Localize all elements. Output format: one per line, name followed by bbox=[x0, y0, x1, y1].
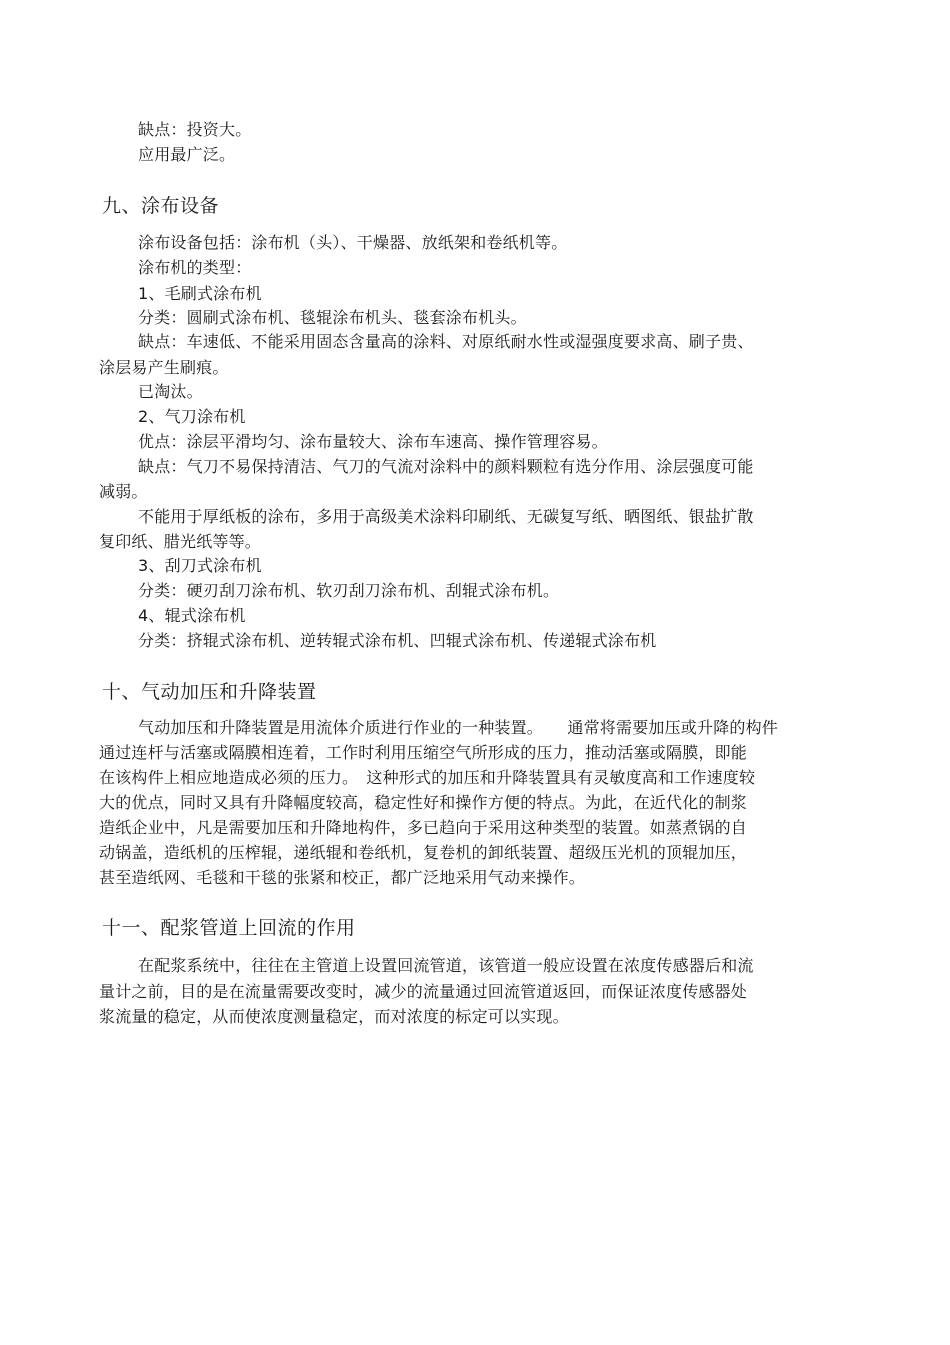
section-9-line-14: 3、刮刀式涂布机 bbox=[138, 556, 262, 575]
section-9-line-6: 涂层易产生刷痕。 bbox=[99, 358, 229, 377]
section-9-line-4: 分类：圆刷式涂布机、毯辊涂布机头、毯套涂布机头。 bbox=[138, 308, 527, 327]
section-9-line-10: 缺点：气刀不易保持清洁、气刀的气流对涂料中的颜料颗粒有选分作用、涂层强度可能 bbox=[138, 457, 754, 476]
section-10-line-4: 大的优点，同时又具有升降幅度较高，稳定性好和操作方便的特点。为此，在近代化的制浆 bbox=[99, 793, 748, 812]
section-11-line-2: 量计之前，目的是在流量需要改变时，减少的流量通过回流管道返回，而保证浓度传感器处 bbox=[99, 982, 748, 1001]
section-9-line-12: 不能用于厚纸板的涂布，多用于高级美术涂料印刷纸、无碳复写纸、晒图纸、银盐扩散 bbox=[138, 507, 754, 526]
section-11-heading: 十一、配浆管道上回流的作用 bbox=[102, 917, 356, 939]
section-9-line-2: 涂布机的类型： bbox=[138, 258, 252, 277]
section-9-line-11: 减弱。 bbox=[99, 482, 148, 501]
section-9-heading: 九、涂布设备 bbox=[102, 195, 220, 217]
section-10-line-3: 在该构件上相应地造成必须的压力。 这种形式的加压和升降装置具有灵敏度高和工作速度较 bbox=[99, 768, 756, 787]
section-9-line-17: 分类：挤辊式涂布机、逆转辊式涂布机、凹辊式涂布机、传递辊式涂布机 bbox=[138, 631, 657, 650]
section-10-line-1: 气动加压和升降装置是用流体介质进行作业的一种装置。 通常将需要加压或升降的构件 bbox=[138, 718, 779, 737]
section-10-line-7: 甚至造纸网、毛毯和干毯的张紧和校正，都广泛地采用气动来操作。 bbox=[99, 868, 586, 887]
section-9-line-8: 2、气刀涂布机 bbox=[138, 407, 246, 426]
section-9-line-3: 1、毛刷式涂布机 bbox=[138, 284, 262, 303]
section-11-line-1: 在配浆系统中，往往在主管道上设置回流管道，该管道一般应设置在浓度传感器后和流 bbox=[138, 956, 754, 975]
section-10-line-6: 动锅盖，造纸机的压榨辊，递纸辊和卷纸机，复卷机的卸纸装置、超级压光机的顶辊加压， bbox=[99, 843, 748, 862]
section-10-line-2: 通过连杆与活塞或隔膜相连着，工作时利用压缩空气所形成的压力，推动活塞或隔膜，即能 bbox=[99, 743, 748, 762]
section-9-line-13: 复印纸、腊光纸等等。 bbox=[99, 532, 262, 551]
section-11-line-3: 浆流量的稳定，从而使浓度测量稳定，而对浓度的标定可以实现。 bbox=[99, 1007, 569, 1026]
section-9-line-1: 涂布设备包括：涂布机（头）、干燥器、放纸架和卷纸机等。 bbox=[138, 233, 568, 252]
section-10-heading: 十、气动加压和升降装置 bbox=[102, 681, 317, 703]
intro-line-1: 缺点：投资大。 bbox=[138, 120, 252, 139]
section-9-line-5: 缺点：车速低、不能采用固态含量高的涂料、对原纸耐水性或湿强度要求高、刷子贵、 bbox=[138, 332, 754, 351]
section-9-line-9: 优点：涂层平滑均匀、涂布量较大、涂布车速高、操作管理容易。 bbox=[138, 432, 608, 451]
intro-line-2: 应用最广泛。 bbox=[138, 145, 236, 164]
section-10-line-5: 造纸企业中，凡是需要加压和升降地构件，多已趋向于采用这种类型的装置。如蒸煮锅的自 bbox=[99, 818, 748, 837]
section-9-line-7: 已淘汰。 bbox=[138, 382, 203, 401]
section-9-line-15: 分类：硬刃刮刀涂布机、软刃刮刀涂布机、刮辊式涂布机。 bbox=[138, 581, 560, 600]
section-9-line-16: 4、辊式涂布机 bbox=[138, 606, 246, 625]
